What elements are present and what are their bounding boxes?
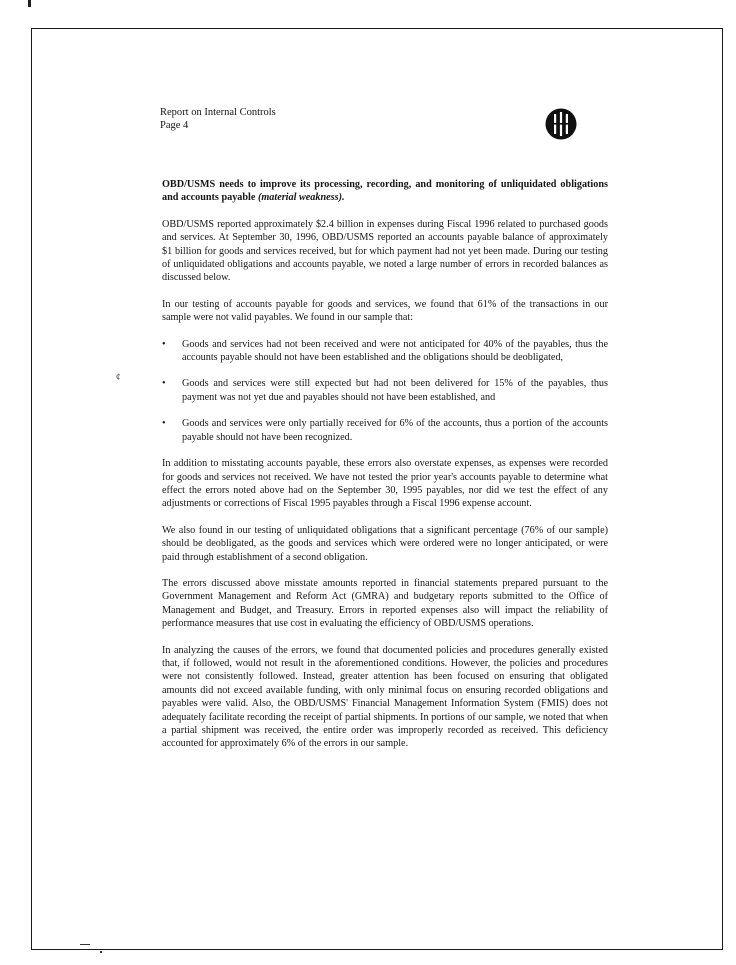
- list-item: [162, 417, 608, 444]
- list-item: [162, 377, 608, 404]
- report-title: Report on Internal Controls: [160, 107, 276, 118]
- heading-qualifier: (material weakness).: [257, 192, 345, 204]
- document-header: [160, 106, 276, 132]
- heading-text: OBD/USMS needs to improve its processing, recording, and monitoring of unliquidated obligations and accounts payable: [162, 179, 608, 204]
- findings-list: [162, 338, 608, 444]
- scan-artifact: [100, 951, 102, 953]
- list-item-text: Goods and services had not been received and were not anticipated for 40% of the payables, thus the accounts payable should not have been established and the obligations should be deobligated,: [182, 338, 608, 364]
- paragraph: In addition to misstating accounts payable, these errors also overstate expenses, as expenses were recorded for goods and services not received. We have not tested the prior year's accounts payable to determine what effect the errors noted above had on the September 30, 1995 payables, nor did we test the effect of any adjustments or corrections of Fiscal 1995 payables through a Fiscal 1996 expense account.: [162, 458, 608, 510]
- scan-artifact: [80, 944, 90, 945]
- paragraph: We also found in our testing of unliquidated obligations that a significant percentage (76% of our sample) should be deobligated, as the goods and services which were ordered were no longer anticipated, or were paid through establishment of a second obligation.: [162, 524, 608, 563]
- paragraph: In our testing of accounts payable for goods and services, we found that 61% of the transactions in our sample were not valid payables. We found in our sample that:: [162, 298, 608, 324]
- paragraph: OBD/USMS reported approximately $2.4 billion in expenses during Fiscal 1996 related to purchased goods and services. At September 30, 1996, OBD/USMS reported an accounts payable balance of approximately $1 billion for goods and services received, but for which payment had not yet been made. During our testing of unliquidated obligations and accounts payable, we noted a large number of errors in recorded balances as discussed below.: [162, 218, 608, 284]
- scan-artifact: [28, 0, 31, 7]
- bullet-icon: •: [162, 418, 166, 430]
- paragraph: The errors discussed above misstate amounts reported in financial statements prepared pursuant to the Government Management and Reform Act (GMRA) and budgetary reports submitted to the Office of Management and Budget, and Treasury. Errors in reported expenses also will impact the reliability of performance measures that use cost in evaluating the efficiency of OBD/USMS operations.: [162, 577, 608, 630]
- list-item: [162, 338, 608, 365]
- section-heading: [162, 178, 608, 205]
- paragraph: In analyzing the causes of the errors, we found that documented policies and procedures generally existed that, if followed, would not result in the aforementioned conditions. However, the policies and procedures were not consistently followed. Instead, greater attention has been focused on ensuring that obligated amounts did not exceed available funding, with only minimal focus on ensuring recorded obligations and payables were valid. Also, the OBD/USMS' Financial Management Information System (FMIS) does not adequately facilitate recording the receipt of partial shipments. In portions of our sample, we noted that when a partial shipment was received, the entire order was improperly recorded as received. This deficiency accounted for approximately 6% of the errors in our sample.: [162, 644, 608, 750]
- page-number: Page 4: [160, 120, 189, 131]
- scan-artifact-mark: ȼ: [116, 372, 121, 382]
- list-item-text: Goods and services were only partially received for 6% of the accounts, thus a portion of the accounts payable should not have been recognized.: [182, 418, 608, 443]
- agency-seal-icon: [545, 108, 577, 140]
- list-item-text: Goods and services were still expected but had not been delivered for 15% of the payables, thus payment was not yet due and payables should not have been established, and: [182, 378, 608, 403]
- bullet-icon: •: [162, 338, 166, 350]
- document-body: [162, 178, 608, 764]
- bullet-icon: •: [162, 378, 166, 390]
